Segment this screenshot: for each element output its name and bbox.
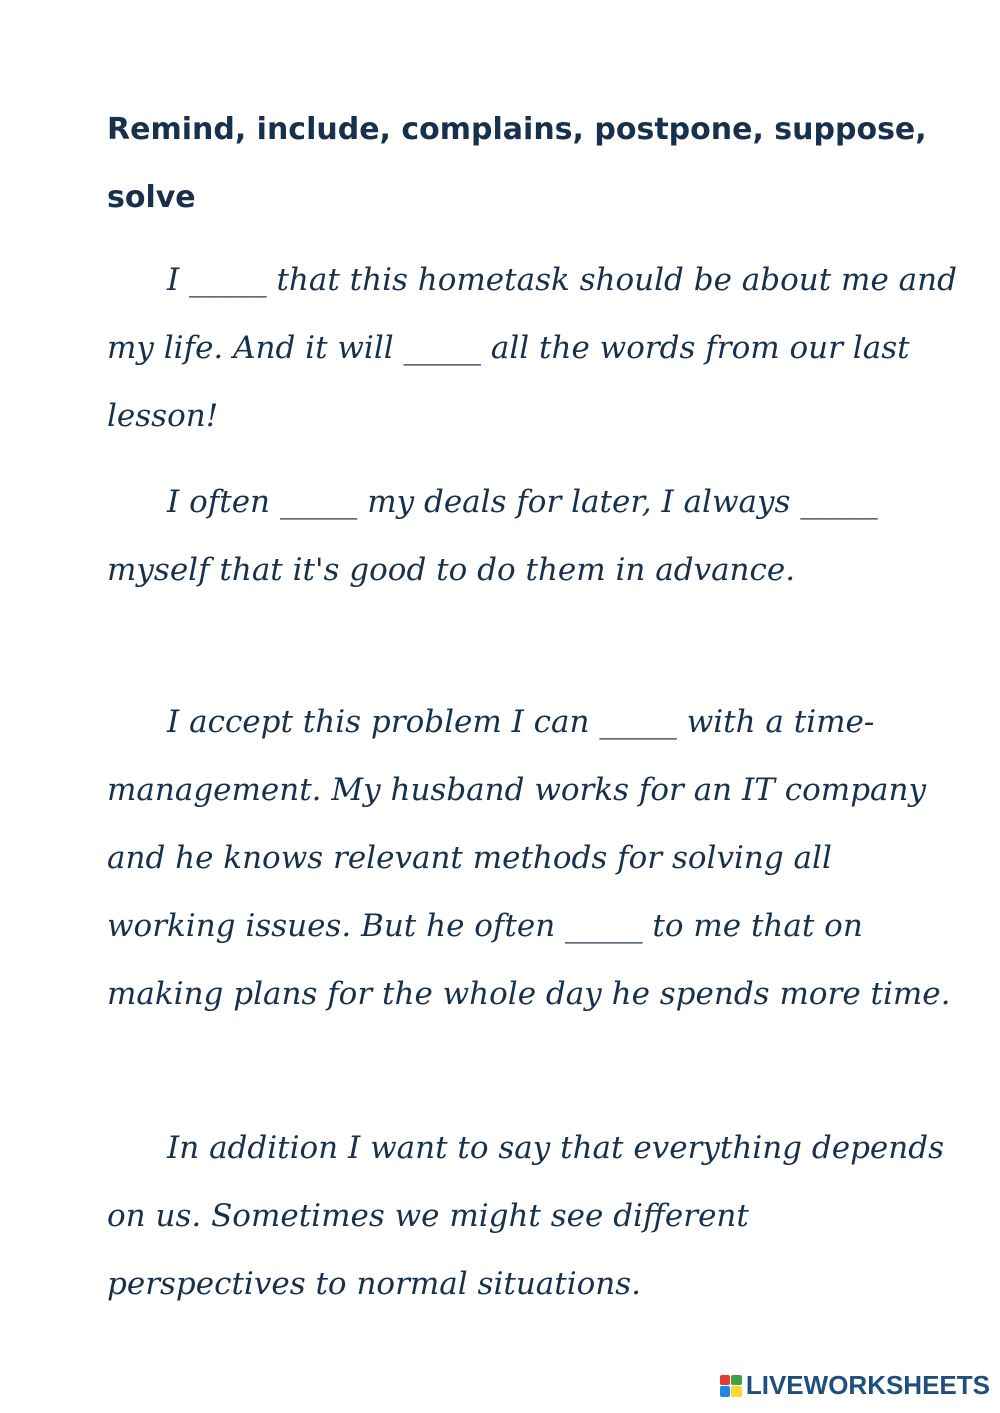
word-bank: Remind, include, complains, postpone, suppose, solve <box>107 112 927 215</box>
liveworksheets-logo-icon <box>720 1375 742 1397</box>
paragraph-1: I _____ that this hometask should be about me and my life. And it will _____ all the words from our last lesson! <box>107 262 957 434</box>
paragraph-3: I accept this problem I can _____ with a time-management. My husband works for an IT company and he knows relevant methods for solving all working issues. But he often _____ to me that on making plans for the whole day he spends more time. <box>107 704 951 1012</box>
paragraph-4: In addition I want to say that everything depends on us. Sometimes we might see different perspectives to normal situations. <box>107 1130 944 1302</box>
paragraph-2: I often _____ my deals for later, I always _____ myself that it's good to do them in advance. <box>107 484 878 588</box>
liveworksheets-logo <box>720 1370 990 1401</box>
logo-text: LIVEWORKSHEETS <box>745 1370 990 1400</box>
